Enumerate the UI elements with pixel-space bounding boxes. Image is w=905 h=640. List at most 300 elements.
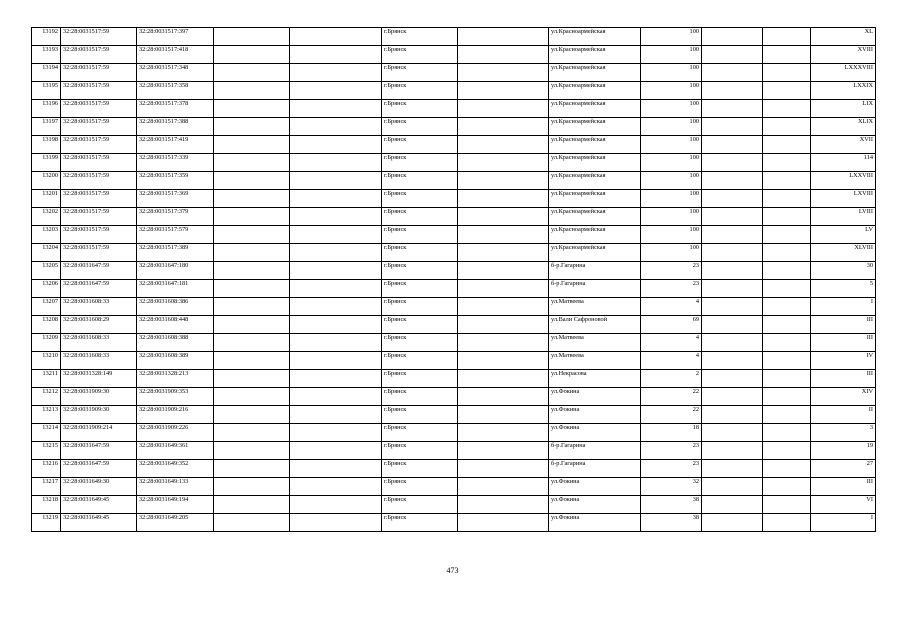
cell-blank-2: [290, 172, 382, 190]
cell-row-number: 13194: [32, 64, 61, 82]
cell-blank-3: [458, 352, 549, 370]
cell-room: 27: [811, 460, 876, 478]
cell-blank-2: [290, 28, 382, 46]
cell-blank-1: [214, 208, 290, 226]
cell-house: 100: [641, 226, 702, 244]
cell-blank-3: [458, 388, 549, 406]
cell-blank-2: [290, 208, 382, 226]
cell-blank-2: [290, 262, 382, 280]
cell-room: XIV: [811, 388, 876, 406]
table-row: [32, 370, 876, 388]
cell-blank-4: [702, 262, 763, 280]
cell-street: ул.Красноармейская: [549, 244, 641, 262]
cell-house: 100: [641, 190, 702, 208]
cell-city: г.Брянск: [382, 172, 458, 190]
cell-blank-2: [290, 406, 382, 424]
cell-blank-5: [763, 478, 811, 496]
cell-blank-1: [214, 298, 290, 316]
cell-house: 32: [641, 478, 702, 496]
table-row: [32, 262, 876, 280]
cell-blank-4: [702, 208, 763, 226]
cell-blank-3: [458, 298, 549, 316]
cell-cadastral-number: 32:28:0031517:418: [137, 46, 214, 64]
cell-blank-5: [763, 172, 811, 190]
cell-blank-2: [290, 226, 382, 244]
cell-blank-5: [763, 262, 811, 280]
cell-cadastral-number: 32:28:0031517:388: [137, 118, 214, 136]
cell-parent-cadastral: 32:28:0031649:45: [61, 514, 137, 532]
cell-blank-4: [702, 316, 763, 334]
cell-house: 23: [641, 442, 702, 460]
cell-room: VI: [811, 496, 876, 514]
cell-room: 5: [811, 280, 876, 298]
cell-cadastral-number: 32:28:0031649:205: [137, 514, 214, 532]
cell-cadastral-number: 32:28:0031517:579: [137, 226, 214, 244]
cell-blank-1: [214, 100, 290, 118]
table-row: [32, 388, 876, 406]
table-body: [32, 28, 876, 532]
cell-blank-2: [290, 514, 382, 532]
cell-blank-1: [214, 460, 290, 478]
cell-street: ул.Красноармейская: [549, 64, 641, 82]
cell-blank-5: [763, 388, 811, 406]
cell-cadastral-number: 32:28:0031517:378: [137, 100, 214, 118]
cell-row-number: 13193: [32, 46, 61, 64]
cell-house: 23: [641, 262, 702, 280]
cell-city: г.Брянск: [382, 82, 458, 100]
cell-blank-1: [214, 514, 290, 532]
table-row: [32, 154, 876, 172]
cell-blank-4: [702, 226, 763, 244]
cell-blank-5: [763, 316, 811, 334]
cell-blank-2: [290, 442, 382, 460]
cell-row-number: 13215: [32, 442, 61, 460]
cell-blank-4: [702, 442, 763, 460]
cell-house: 100: [641, 118, 702, 136]
table-row: [32, 46, 876, 64]
registry-table: [31, 27, 876, 532]
cell-cadastral-number: 32:28:0031649:194: [137, 496, 214, 514]
cell-street: ул.Красноармейская: [549, 28, 641, 46]
cell-blank-4: [702, 352, 763, 370]
cell-city: г.Брянск: [382, 352, 458, 370]
cell-blank-5: [763, 82, 811, 100]
cell-blank-5: [763, 460, 811, 478]
cell-blank-1: [214, 280, 290, 298]
cell-street: б-р.Гагарина: [549, 262, 641, 280]
cell-blank-2: [290, 496, 382, 514]
cell-house: 100: [641, 82, 702, 100]
cell-row-number: 13202: [32, 208, 61, 226]
cell-parent-cadastral: 32:28:0031647:59: [61, 280, 137, 298]
cell-parent-cadastral: 32:28:0031517:59: [61, 28, 137, 46]
cell-blank-5: [763, 28, 811, 46]
table-row: [32, 316, 876, 334]
cell-blank-1: [214, 424, 290, 442]
cell-row-number: 13199: [32, 154, 61, 172]
cell-room: LXXVIII: [811, 172, 876, 190]
cell-blank-4: [702, 190, 763, 208]
cell-blank-5: [763, 334, 811, 352]
cell-room: LIX: [811, 100, 876, 118]
cell-row-number: 13213: [32, 406, 61, 424]
table-row: [32, 280, 876, 298]
cell-row-number: 13211: [32, 370, 61, 388]
cell-blank-4: [702, 406, 763, 424]
cell-cadastral-number: 32:28:0031517:379: [137, 208, 214, 226]
cell-blank-3: [458, 442, 549, 460]
cell-cadastral-number: 32:28:0031517:389: [137, 244, 214, 262]
cell-blank-2: [290, 136, 382, 154]
cell-street: ул.Матвеева: [549, 334, 641, 352]
cell-house: 2: [641, 370, 702, 388]
cell-city: г.Брянск: [382, 46, 458, 64]
cell-blank-2: [290, 478, 382, 496]
cell-house: 18: [641, 424, 702, 442]
cell-street: ул.Фокина: [549, 514, 641, 532]
cell-blank-3: [458, 406, 549, 424]
cell-parent-cadastral: 32:28:0031909:30: [61, 406, 137, 424]
cell-blank-1: [214, 82, 290, 100]
cell-city: г.Брянск: [382, 100, 458, 118]
cell-row-number: 13218: [32, 496, 61, 514]
table-row: [32, 226, 876, 244]
table-row: [32, 136, 876, 154]
cell-parent-cadastral: 32:28:0031517:59: [61, 244, 137, 262]
cell-cadastral-number: 32:28:0031517:348: [137, 64, 214, 82]
cell-blank-5: [763, 190, 811, 208]
cell-blank-1: [214, 172, 290, 190]
cell-parent-cadastral: 32:28:0031517:59: [61, 64, 137, 82]
cell-blank-1: [214, 226, 290, 244]
cell-blank-5: [763, 46, 811, 64]
cell-row-number: 13217: [32, 478, 61, 496]
cell-cadastral-number: 32:28:0031649:352: [137, 460, 214, 478]
table-row: [32, 406, 876, 424]
cell-cadastral-number: 32:28:0031328:213: [137, 370, 214, 388]
cell-blank-1: [214, 442, 290, 460]
cell-blank-2: [290, 280, 382, 298]
cell-room: III: [811, 334, 876, 352]
cell-house: 38: [641, 496, 702, 514]
cell-blank-5: [763, 244, 811, 262]
cell-blank-3: [458, 118, 549, 136]
cell-blank-4: [702, 370, 763, 388]
cell-blank-3: [458, 262, 549, 280]
cell-blank-3: [458, 136, 549, 154]
cell-blank-5: [763, 136, 811, 154]
cell-blank-3: [458, 460, 549, 478]
table-row: [32, 352, 876, 370]
cell-parent-cadastral: 32:28:0031517:59: [61, 226, 137, 244]
cell-parent-cadastral: 32:28:0031517:59: [61, 154, 137, 172]
cell-city: г.Брянск: [382, 208, 458, 226]
cell-street: б-р.Гагарина: [549, 442, 641, 460]
cell-row-number: 13208: [32, 316, 61, 334]
cell-blank-2: [290, 460, 382, 478]
cell-blank-3: [458, 280, 549, 298]
cell-parent-cadastral: 32:28:0031517:59: [61, 46, 137, 64]
cell-blank-2: [290, 100, 382, 118]
cell-blank-5: [763, 370, 811, 388]
cell-blank-4: [702, 136, 763, 154]
cell-city: г.Брянск: [382, 316, 458, 334]
cell-blank-1: [214, 244, 290, 262]
cell-blank-3: [458, 244, 549, 262]
cell-blank-1: [214, 388, 290, 406]
cell-blank-3: [458, 370, 549, 388]
cell-blank-5: [763, 298, 811, 316]
cell-blank-4: [702, 154, 763, 172]
cell-city: г.Брянск: [382, 154, 458, 172]
cell-blank-3: [458, 514, 549, 532]
cell-blank-3: [458, 82, 549, 100]
cell-city: г.Брянск: [382, 28, 458, 46]
cell-row-number: 13219: [32, 514, 61, 532]
cell-cadastral-number: 32:28:0031649:133: [137, 478, 214, 496]
cell-blank-1: [214, 370, 290, 388]
cell-blank-1: [214, 478, 290, 496]
cell-blank-4: [702, 82, 763, 100]
cell-cadastral-number: 32:28:0031517:339: [137, 154, 214, 172]
cell-parent-cadastral: 32:28:0031608:33: [61, 334, 137, 352]
cell-parent-cadastral: 32:28:0031608:33: [61, 352, 137, 370]
cell-blank-3: [458, 100, 549, 118]
cell-blank-1: [214, 262, 290, 280]
cell-cadastral-number: 32:28:0031608:386: [137, 298, 214, 316]
cell-row-number: 13203: [32, 226, 61, 244]
cell-blank-4: [702, 388, 763, 406]
cell-room: XVIII: [811, 46, 876, 64]
cell-parent-cadastral: 32:28:0031517:59: [61, 136, 137, 154]
cell-street: ул.Красноармейская: [549, 154, 641, 172]
cell-blank-3: [458, 208, 549, 226]
cell-blank-1: [214, 136, 290, 154]
cell-parent-cadastral: 32:28:0031647:59: [61, 442, 137, 460]
cell-row-number: 13214: [32, 424, 61, 442]
cell-street: ул.Некрасова: [549, 370, 641, 388]
cell-house: 100: [641, 46, 702, 64]
cell-room: XL: [811, 28, 876, 46]
cell-city: г.Брянск: [382, 478, 458, 496]
cell-house: 23: [641, 280, 702, 298]
cell-parent-cadastral: 32:28:0031909:30: [61, 388, 137, 406]
cell-city: г.Брянск: [382, 442, 458, 460]
cell-parent-cadastral: 32:28:0031608:33: [61, 298, 137, 316]
cell-street: ул.Фокина: [549, 496, 641, 514]
cell-cadastral-number: 32:28:0031517:419: [137, 136, 214, 154]
cell-blank-3: [458, 496, 549, 514]
cell-blank-3: [458, 28, 549, 46]
page-number: 473: [446, 566, 459, 575]
cell-cadastral-number: 32:28:0031647:181: [137, 280, 214, 298]
cell-house: 4: [641, 352, 702, 370]
cell-blank-3: [458, 424, 549, 442]
cell-street: ул.Красноармейская: [549, 136, 641, 154]
cell-blank-2: [290, 118, 382, 136]
table-row: [32, 100, 876, 118]
cell-row-number: 13201: [32, 190, 61, 208]
cell-city: г.Брянск: [382, 64, 458, 82]
cell-house: 100: [641, 100, 702, 118]
cell-row-number: 13198: [32, 136, 61, 154]
cell-blank-5: [763, 406, 811, 424]
cell-blank-1: [214, 406, 290, 424]
table-row: [32, 460, 876, 478]
cell-parent-cadastral: 32:28:0031517:59: [61, 82, 137, 100]
table-row: [32, 478, 876, 496]
cell-blank-2: [290, 352, 382, 370]
cell-blank-4: [702, 334, 763, 352]
cell-cadastral-number: 32:28:0031608:448: [137, 316, 214, 334]
cell-blank-1: [214, 118, 290, 136]
cell-room: LV: [811, 226, 876, 244]
cell-blank-3: [458, 154, 549, 172]
cell-blank-2: [290, 46, 382, 64]
cell-parent-cadastral: 32:28:0031647:59: [61, 460, 137, 478]
table-row: [32, 424, 876, 442]
cell-blank-4: [702, 28, 763, 46]
cell-blank-2: [290, 82, 382, 100]
cell-house: 22: [641, 388, 702, 406]
cell-room: 3: [811, 424, 876, 442]
cell-house: 100: [641, 208, 702, 226]
cell-room: LXXXVIII: [811, 64, 876, 82]
cell-city: г.Брянск: [382, 388, 458, 406]
cell-cadastral-number: 32:28:0031517:397: [137, 28, 214, 46]
cell-blank-5: [763, 280, 811, 298]
cell-room: LXVIII: [811, 190, 876, 208]
cell-room: III: [811, 478, 876, 496]
cell-blank-4: [702, 424, 763, 442]
cell-cadastral-number: 32:28:0031909:353: [137, 388, 214, 406]
cell-street: ул.Матвеева: [549, 298, 641, 316]
cell-street: ул.Фокина: [549, 478, 641, 496]
cell-blank-4: [702, 280, 763, 298]
cell-parent-cadastral: 32:28:0031517:59: [61, 172, 137, 190]
cell-house: 4: [641, 298, 702, 316]
cell-room: I: [811, 298, 876, 316]
cell-blank-1: [214, 46, 290, 64]
cell-blank-3: [458, 190, 549, 208]
cell-house: 100: [641, 244, 702, 262]
cell-blank-5: [763, 514, 811, 532]
cell-blank-1: [214, 64, 290, 82]
cell-city: г.Брянск: [382, 280, 458, 298]
cell-street: б-р.Гагарина: [549, 460, 641, 478]
cell-row-number: 13206: [32, 280, 61, 298]
cell-parent-cadastral: 32:28:0031649:30: [61, 478, 137, 496]
cell-room: XVII: [811, 136, 876, 154]
cell-house: 100: [641, 172, 702, 190]
cell-parent-cadastral: 32:28:0031517:59: [61, 190, 137, 208]
cell-room: XLVIII: [811, 244, 876, 262]
cell-city: г.Брянск: [382, 136, 458, 154]
cell-house: 69: [641, 316, 702, 334]
cell-street: ул.Красноармейская: [549, 82, 641, 100]
cell-city: г.Брянск: [382, 514, 458, 532]
cell-cadastral-number: 32:28:0031909:216: [137, 406, 214, 424]
cell-blank-2: [290, 370, 382, 388]
cell-blank-4: [702, 172, 763, 190]
cell-blank-1: [214, 190, 290, 208]
cell-blank-2: [290, 244, 382, 262]
cell-blank-5: [763, 100, 811, 118]
cell-blank-5: [763, 442, 811, 460]
cell-street: ул.Красноармейская: [549, 226, 641, 244]
cell-row-number: 13192: [32, 28, 61, 46]
cell-house: 38: [641, 514, 702, 532]
cell-blank-5: [763, 226, 811, 244]
cell-row-number: 13195: [32, 82, 61, 100]
table-row: [32, 244, 876, 262]
table-row: [32, 208, 876, 226]
cell-city: г.Брянск: [382, 334, 458, 352]
cell-blank-4: [702, 64, 763, 82]
cell-blank-3: [458, 316, 549, 334]
cell-city: г.Брянск: [382, 118, 458, 136]
cell-blank-4: [702, 100, 763, 118]
cell-room: 114: [811, 154, 876, 172]
table-row: [32, 82, 876, 100]
cell-blank-3: [458, 46, 549, 64]
cell-blank-1: [214, 316, 290, 334]
cell-blank-4: [702, 244, 763, 262]
cell-city: г.Брянск: [382, 226, 458, 244]
cell-city: г.Брянск: [382, 190, 458, 208]
cell-street: ул.Красноармейская: [549, 46, 641, 64]
cell-room: I: [811, 514, 876, 532]
cell-house: 4: [641, 334, 702, 352]
cell-parent-cadastral: 32:28:0031517:59: [61, 118, 137, 136]
cell-blank-2: [290, 334, 382, 352]
cell-city: г.Брянск: [382, 370, 458, 388]
cell-city: г.Брянск: [382, 424, 458, 442]
cell-cadastral-number: 32:28:0031647:180: [137, 262, 214, 280]
cell-house: 100: [641, 136, 702, 154]
table-row: [32, 442, 876, 460]
cell-blank-2: [290, 154, 382, 172]
cell-row-number: 13197: [32, 118, 61, 136]
cell-blank-1: [214, 154, 290, 172]
cell-cadastral-number: 32:28:0031608:388: [137, 334, 214, 352]
cell-row-number: 13209: [32, 334, 61, 352]
table-row: [32, 64, 876, 82]
cell-cadastral-number: 32:28:0031608:389: [137, 352, 214, 370]
cell-street: ул.Красноармейская: [549, 190, 641, 208]
cell-blank-2: [290, 424, 382, 442]
cell-street: ул.Красноармейская: [549, 172, 641, 190]
table-row: [32, 334, 876, 352]
cell-street: ул.Фокина: [549, 424, 641, 442]
table-row: [32, 118, 876, 136]
cell-row-number: 13216: [32, 460, 61, 478]
cell-blank-3: [458, 478, 549, 496]
cell-row-number: 13200: [32, 172, 61, 190]
cell-parent-cadastral: 32:28:0031328:149: [61, 370, 137, 388]
cell-blank-2: [290, 316, 382, 334]
cell-row-number: 13212: [32, 388, 61, 406]
cell-parent-cadastral: 32:28:0031608:29: [61, 316, 137, 334]
cell-blank-4: [702, 514, 763, 532]
cell-room: LXXIX: [811, 82, 876, 100]
cell-cadastral-number: 32:28:0031517:358: [137, 82, 214, 100]
cell-house: 100: [641, 64, 702, 82]
cell-blank-3: [458, 172, 549, 190]
cell-room: IV: [811, 352, 876, 370]
cell-row-number: 13210: [32, 352, 61, 370]
cell-blank-2: [290, 388, 382, 406]
